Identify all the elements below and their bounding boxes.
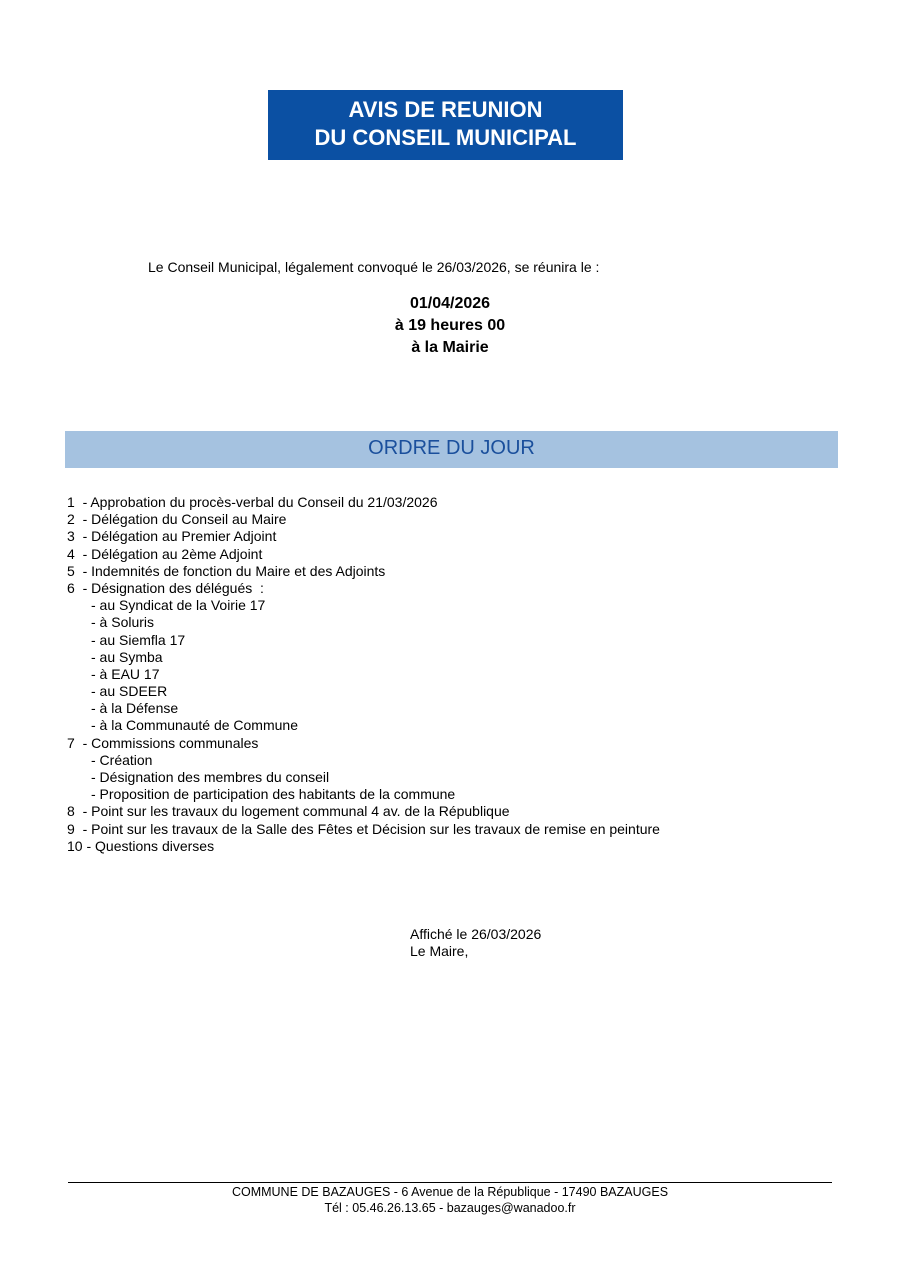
agenda-sub-item: - au Syndicat de la Voirie 17 <box>91 597 266 614</box>
agenda-item: 5 - Indemnités de fonction du Maire et des Adjoints <box>67 562 386 579</box>
signatory: Le Maire, <box>410 943 469 959</box>
convocation-text: Le Conseil Municipal, légalement convoqué le 26/03/2026, se réunira le : <box>148 259 600 275</box>
agenda-item: 2 - Délégation du Conseil au Maire <box>67 511 287 528</box>
agenda-sub-item: - Proposition de participation des habitants de la commune <box>91 786 456 803</box>
notice-title-banner <box>268 90 623 160</box>
meeting-details <box>300 293 600 359</box>
footer-address: COMMUNE DE BAZAUGES - 6 Avenue de la République - 17490 BAZAUGES <box>231 1185 669 1199</box>
footer <box>68 1184 832 1216</box>
agenda-item: 7 - Commissions communales <box>67 734 259 751</box>
agenda-item: 4 - Délégation au 2ème Adjoint <box>67 545 263 562</box>
notice-title-line-1: AVIS DE REUNION <box>348 97 543 122</box>
agenda-item: 1 - Approbation du procès-verbal du Conseil du 21/03/2026 <box>67 494 438 510</box>
agenda-sub-item: - Création <box>91 751 153 768</box>
agenda-sub-item: - Désignation des membres du conseil <box>91 769 330 785</box>
signature-block <box>410 926 541 960</box>
meeting-date: 01/04/2026 <box>409 295 491 312</box>
agenda-list <box>67 494 847 855</box>
agenda-item: 8 - Point sur les travaux du logement communal 4 av. de la République <box>67 803 510 820</box>
agenda-sub-item: - à EAU 17 <box>91 665 160 682</box>
agenda-sub-item: - au Siemfla 17 <box>91 631 186 648</box>
agenda-sub-item: - au Symba <box>91 648 163 665</box>
agenda-sub-item: - à la Défense <box>91 700 179 717</box>
agenda-item: 3 - Délégation au Premier Adjoint <box>67 528 277 545</box>
agenda-item: 10 - Questions diverses <box>67 837 215 854</box>
agenda-item: 6 - Désignation des délégués : <box>67 579 264 596</box>
agenda-sub-item: - à la Communauté de Commune <box>91 717 298 734</box>
meeting-time: à 19 heures 00 <box>394 317 506 334</box>
agenda-heading: ORDRE DU JOUR <box>65 431 838 468</box>
agenda-sub-item: - au SDEER <box>91 683 168 700</box>
posted-date: Affiché le 26/03/2026 <box>410 926 542 942</box>
footer-contact: Tél : 05.46.26.13.65 - bazauges@wanadoo.fr <box>324 1201 576 1215</box>
agenda-item: 9 - Point sur les travaux de la Salle des Fêtes et Décision sur les travaux de remise en peinture <box>67 820 660 837</box>
agenda-sub-item: - à Soluris <box>91 614 155 631</box>
footer-divider <box>68 1182 832 1183</box>
notice-title-line-2: DU CONSEIL MUNICIPAL <box>314 125 577 150</box>
meeting-place: à la Mairie <box>411 339 489 356</box>
